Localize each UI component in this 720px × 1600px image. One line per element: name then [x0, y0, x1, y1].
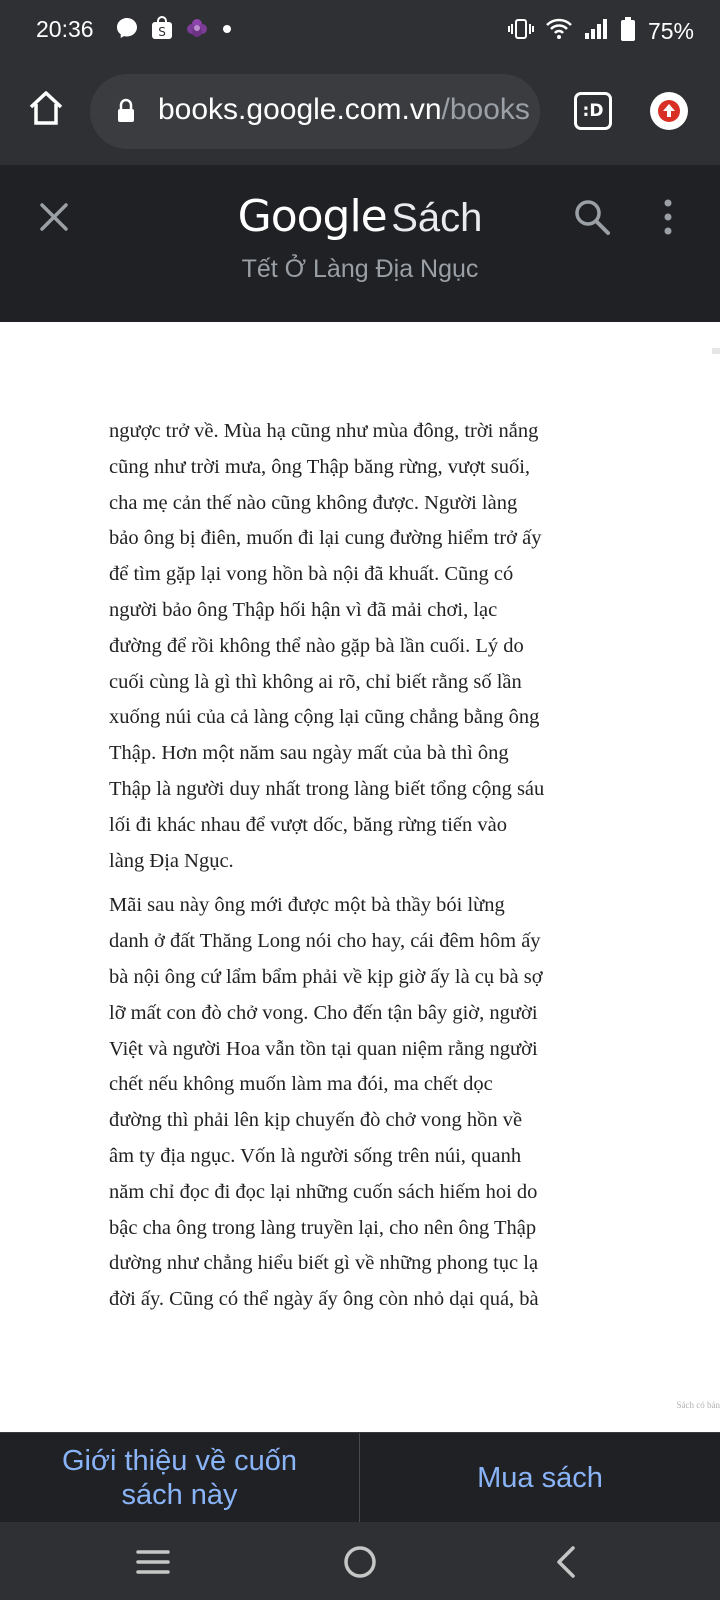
home-button[interactable]	[22, 84, 70, 132]
messenger-icon	[115, 16, 139, 45]
text-line: âm ty địa ngục. Vốn là người sống trên núi, quanh	[109, 1144, 522, 1167]
text-line: Thập. Hơn một năm sau ngày mất của bà thì ông	[109, 742, 509, 765]
paragraph-2	[109, 888, 615, 1318]
text-line: đời ấy. Cũng có thể ngày ấy ông còn nhỏ dại quá, bà	[109, 1288, 539, 1311]
battery-icon	[620, 16, 636, 47]
more-options-button[interactable]	[650, 195, 686, 239]
about-book-label-line2: sách này	[121, 1479, 238, 1511]
text-line: Việt và người Hoa vẫn tồn tại quan niệm rằng người	[109, 1037, 538, 1060]
search-button[interactable]	[570, 195, 614, 239]
text-line: đường thì phải lên kịp chuyến đò chở vong hồn về	[109, 1109, 523, 1132]
back-button[interactable]	[545, 1540, 589, 1584]
text-line: ngược trở về. Mùa hạ cũng như mùa đông, trời nắng	[109, 420, 539, 442]
home-icon	[26, 88, 66, 128]
text-line: đường để rồi không thể nào gặp bà lần cuối. Lý do	[109, 634, 524, 657]
text-line: chết nếu không muốn làm ma đói, ma chết dọc	[109, 1073, 493, 1096]
text-line: lối đi khác nhau để vượt dốc, băng rừng tiến vào	[109, 813, 507, 836]
text-line: Thập là người duy nhất trong làng biết tổng cộng sáu	[109, 777, 545, 800]
text-line: bà nội ông cứ lẩm bẩm phải về kịp giờ ấy là cụ bà sợ	[109, 965, 543, 988]
recent-apps-button[interactable]	[131, 1540, 175, 1584]
more-vert-icon	[650, 195, 686, 239]
lock-icon	[116, 98, 136, 129]
back-chevron-icon	[551, 1544, 583, 1580]
status-bar	[0, 0, 720, 62]
book-title: Tết Ở Làng Địa Ngục	[241, 255, 479, 283]
vibrate-icon	[508, 17, 534, 46]
text-line: cuối cùng là gì thì không ai rõ, chỉ biết rằng số lần	[109, 670, 522, 693]
brand-google: Google	[237, 191, 387, 242]
system-status-icons	[508, 16, 694, 47]
books-header	[0, 165, 720, 322]
tab-switcher-button[interactable]: :D	[574, 92, 612, 130]
status-time: 20:36	[36, 16, 94, 42]
text-line: cũng như trời mưa, ông Thập băng rừng, vượt suối,	[109, 455, 531, 478]
page-watermark: Sách có bản	[676, 1400, 720, 1410]
update-button[interactable]	[650, 92, 688, 130]
search-icon	[570, 195, 614, 239]
notification-icons	[115, 16, 233, 45]
wifi-icon	[546, 18, 572, 45]
text-line: làng Địa Ngục.	[109, 849, 234, 872]
update-arrow-icon	[658, 100, 680, 122]
battery-percent: 75%	[647, 18, 694, 44]
address-bar[interactable]	[90, 74, 540, 149]
text-line: người bảo ông Thập hối hận vì đã mải chơi, lạc	[109, 598, 498, 621]
browser-toolbar	[0, 62, 720, 165]
brand-product: Sách	[391, 196, 483, 240]
url-path: /books	[441, 93, 530, 126]
url-host: books.google.com.vn	[158, 93, 442, 126]
shopee-icon	[151, 16, 173, 45]
text-line: cha mẹ cản thế nào cũng không được. Người làng	[109, 491, 518, 514]
text-line: Mãi sau này ông mới được một bà thầy bói lừng	[109, 894, 505, 917]
text-line: để tìm gặp lại vong hồn bà nội đã khuất. Cũng có	[109, 563, 514, 586]
text-line: bậc cha ông trong làng truyền lại, cho nên ông Thập	[109, 1216, 537, 1239]
notification-dot-icon	[221, 22, 233, 40]
book-page[interactable]	[0, 322, 720, 1432]
about-book-button[interactable]	[0, 1433, 359, 1523]
text-line: xuống núi của cả làng cộng lại cũng chẳng bằng ông	[109, 706, 540, 729]
scroll-indicator	[712, 348, 720, 354]
text-line: bảo ông bị điên, muốn đi lại cung đường hiểm trở ấy	[109, 527, 542, 550]
flower-app-icon	[185, 16, 209, 45]
text-line: danh ở đất Thăng Long nói cho hay, cái đêm hôm ấy	[109, 930, 541, 953]
url-text	[158, 93, 530, 127]
home-circle-icon	[342, 1544, 378, 1580]
text-line: dường như chẳng hiểu biết gì về những phong tục lạ	[109, 1252, 539, 1275]
system-navigation-bar	[0, 1522, 720, 1600]
menu-lines-icon	[135, 1546, 171, 1578]
signal-icon	[584, 18, 608, 45]
svg-text:S: S	[158, 25, 166, 39]
about-book-label-line1: Giới thiệu về cuốn	[61, 1445, 298, 1477]
page-text	[109, 414, 615, 1327]
paragraph-1	[109, 414, 615, 879]
text-line: năm chỉ đọc đi đọc lại những cuốn sách hiếm hoi do	[109, 1180, 538, 1203]
book-action-bar	[0, 1432, 720, 1522]
buy-book-button[interactable]: Mua sách	[477, 1461, 603, 1494]
text-line: lỡ mất con đò chở vong. Cho đến tận bây giờ, người	[109, 1001, 538, 1024]
home-nav-button[interactable]	[338, 1540, 382, 1584]
